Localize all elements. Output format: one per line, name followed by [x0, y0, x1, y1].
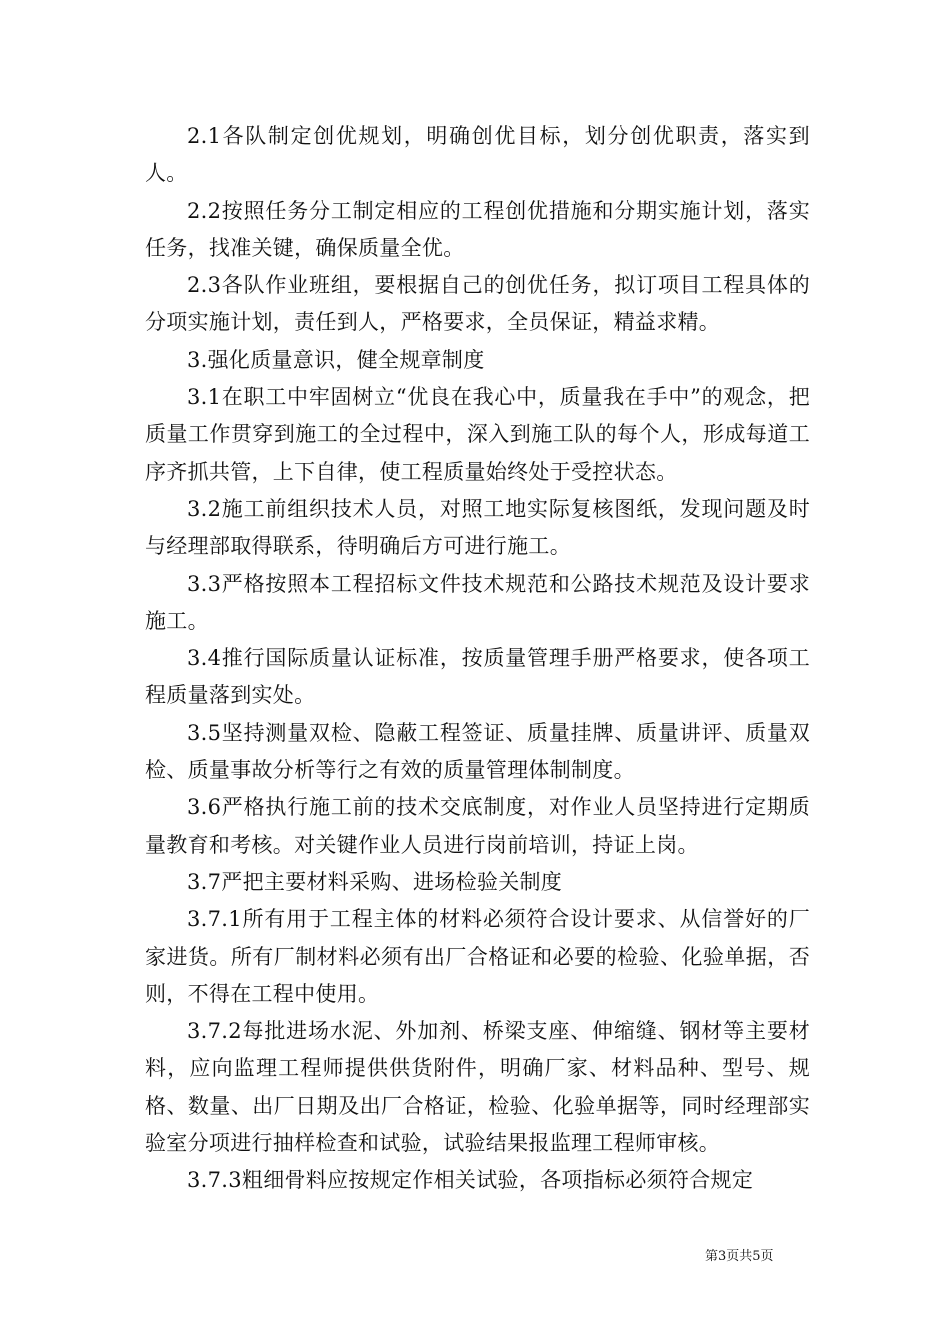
paragraph-3-7-2: 3.7.2每批进场水泥、外加剂、桥梁支座、伸缩缝、钢材等主要材料，应向监理工程师提供供货附件，明确厂家、材料品种、型号、规格、数量、出厂日期及出厂合格证，检验、化验单据等，同时经理部实验室分项进行抽样检查和试验，试验结果报监理工程师审核。 [145, 1019, 810, 1156]
paragraph-2-2: 2.2按照任务分工制定相应的工程创优措施和分期实施计划，落实任务，找准关键，确保质量全优。 [145, 198, 810, 260]
paragraph-3-4: 3.4推行国际质量认证标准，按质量管理手册严格要求，使各项工程质量落到实处。 [145, 646, 810, 708]
paragraph-2-3: 2.3各队作业班组，要根据自己的创优任务，拟订项目工程具体的分项实施计划，责任到人，严格要求，全员保证，精益求精。 [145, 273, 810, 335]
paragraph-3-5: 3.5坚持测量双检、隐蔽工程签证、质量挂牌、质量讲评、质量双检、质量事故分析等行之有效的质量管理体制制度。 [145, 720, 810, 783]
paragraph-3-7: 3.7严把主要材料采购、进场检验关制度 [187, 869, 563, 894]
paragraph-3-1: 3.1在职工中牢固树立“优良在我心中，质量我在手中”的观念，把质量工作贯穿到施工的全过程中，深入到施工队的每个人，形成每道工序齐抓共管，上下自律，使工程质量始终处于受控状态。 [145, 385, 810, 484]
page-number-footer: 第3页共5页 [705, 1249, 774, 1264]
document-body [145, 118, 810, 1200]
section-heading-3: 3.强化质量意识，健全规章制度 [187, 347, 485, 372]
paragraph-3-6: 3.6严格执行施工前的技术交底制度，对作业人员坚持进行定期质量教育和考核。对关键作业人员进行岗前培训，持证上岗。 [145, 795, 810, 857]
paragraph-3-2: 3.2施工前组织技术人员，对照工地实际复核图纸，发现问题及时与经理部取得联系，待明确后方可进行施工。 [145, 496, 810, 559]
paragraph-3-7-1: 3.7.1所有用于工程主体的材料必须符合设计要求、从信誉好的厂家进货。所有厂制材料必须有出厂合格证和必要的检验、化验单据，否则，不得在工程中使用。 [145, 907, 810, 1006]
paragraph-3-7-3: 3.7.3粗细骨料应按规定作相关试验，各项指标必须符合规定 [187, 1168, 754, 1193]
paragraph-2-1: 2.1各队制定创优规划，明确创优目标，划分创优职责，落实到人。 [145, 124, 810, 186]
paragraph-3-3: 3.3严格按照本工程招标文件技术规范和公路技术规范及设计要求施工。 [145, 571, 810, 633]
